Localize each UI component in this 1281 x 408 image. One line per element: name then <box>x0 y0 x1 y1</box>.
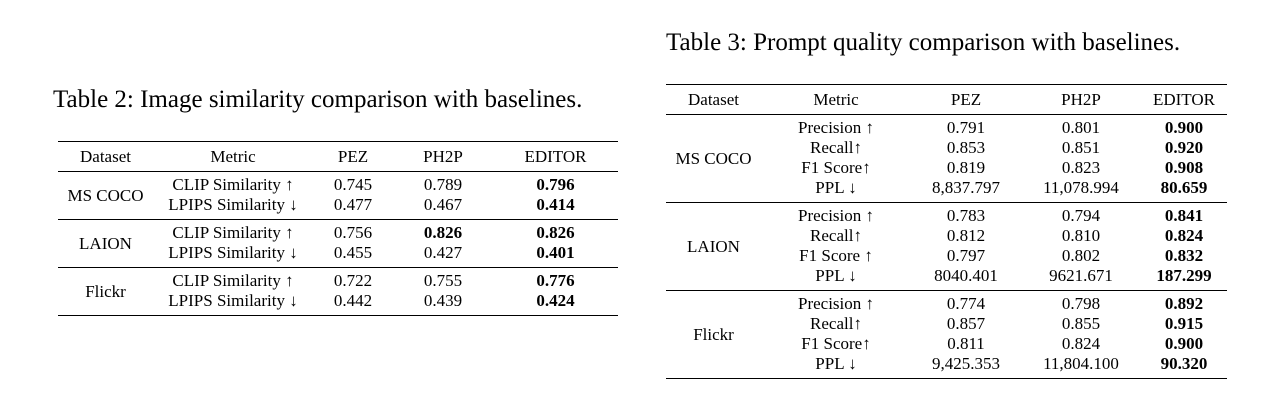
editor-cell: 187.299 <box>1156 266 1212 285</box>
metric-cell: LPIPS Similarity ↓ <box>168 243 298 262</box>
metric-cell: CLIP Similarity ↑ <box>153 220 313 244</box>
ph2p-cell: 0.755 <box>393 268 493 292</box>
editor-cell: 0.826 <box>493 220 618 244</box>
metric-cell: F1 Score↑ <box>801 334 871 353</box>
ph2p-cell: 0.467 <box>423 195 463 214</box>
pez-cell: 0.722 <box>313 268 393 292</box>
header-editor: EDITOR <box>1141 85 1227 115</box>
table2-caption: Table 2: Image similarity comparison with baselines. <box>53 86 583 113</box>
pez-cell: 0.812 <box>946 226 986 245</box>
editor-cell: 0.841 <box>1141 203 1227 227</box>
editor-cell: 0.832 <box>1164 246 1204 265</box>
dataset-cell: MS COCO <box>666 115 761 203</box>
header-metric: Metric <box>153 142 313 172</box>
pez-cell: 0.857 <box>946 314 986 333</box>
table-row <box>58 268 618 292</box>
pez-cell: 9,425.353 <box>932 354 1000 373</box>
editor-cell: 0.920 <box>1164 138 1204 157</box>
dataset-cell: Flickr <box>666 291 761 379</box>
ph2p-cell: 0.802 <box>1061 246 1101 265</box>
editor-cell: 0.892 <box>1141 291 1227 315</box>
ph2p-cell: 0.855 <box>1061 314 1101 333</box>
header-ph2p: PH2P <box>393 142 493 172</box>
pez-cell: 0.455 <box>333 243 373 262</box>
header-dataset: Dataset <box>58 142 153 172</box>
ph2p-cell: 0.798 <box>1021 291 1141 315</box>
metric-cell: Precision ↑ <box>761 291 911 315</box>
dataset-cell: MS COCO <box>58 172 153 220</box>
header-editor: EDITOR <box>493 142 618 172</box>
ph2p-cell: 0.851 <box>1061 138 1101 157</box>
metric-cell: LPIPS Similarity ↓ <box>168 195 298 214</box>
table-row <box>666 291 1227 315</box>
header-pez: PEZ <box>911 85 1021 115</box>
editor-cell: 0.401 <box>536 243 575 262</box>
ph2p-cell: 0.794 <box>1021 203 1141 227</box>
ph2p-cell: 0.801 <box>1021 115 1141 139</box>
pez-cell: 8040.401 <box>934 266 998 285</box>
editor-cell: 0.915 <box>1164 314 1204 333</box>
pez-cell: 0.811 <box>947 334 985 353</box>
metric-cell: CLIP Similarity ↑ <box>153 268 313 292</box>
header-ph2p: PH2P <box>1021 85 1141 115</box>
editor-cell: 0.414 <box>536 195 575 214</box>
editor-cell: 0.796 <box>493 172 618 196</box>
pez-cell: 8,837.797 <box>932 178 1000 197</box>
metric-cell: Precision ↑ <box>761 115 911 139</box>
pez-cell: 0.791 <box>911 115 1021 139</box>
table3-caption: Table 3: Prompt quality comparison with baselines. <box>666 29 1181 56</box>
table3 <box>666 84 1227 379</box>
ph2p-cell: 0.823 <box>1061 158 1101 177</box>
dataset-cell: LAION <box>666 203 761 291</box>
ph2p-cell: 0.824 <box>1061 334 1101 353</box>
dataset-cell: LAION <box>58 220 153 268</box>
header-dataset: Dataset <box>666 85 761 115</box>
editor-cell: 0.424 <box>536 291 575 310</box>
metric-cell: Recall↑ <box>810 138 862 157</box>
dataset-cell: Flickr <box>58 268 153 316</box>
pez-cell: 0.783 <box>911 203 1021 227</box>
metric-cell: Recall↑ <box>810 226 862 245</box>
table-row <box>666 115 1227 139</box>
table-row <box>666 203 1227 227</box>
table-header-row <box>58 142 618 172</box>
ph2p-cell: 11,804.100 <box>1043 354 1119 373</box>
metric-cell: LPIPS Similarity ↓ <box>168 291 298 310</box>
metric-cell: PPL ↓ <box>815 354 857 373</box>
table2 <box>58 141 618 316</box>
ph2p-cell: 0.826 <box>393 220 493 244</box>
metric-cell: Recall↑ <box>810 314 862 333</box>
ph2p-cell: 9621.671 <box>1049 266 1113 285</box>
table-row <box>58 220 618 244</box>
pez-cell: 0.819 <box>946 158 986 177</box>
pez-cell: 0.797 <box>946 246 986 265</box>
metric-cell: Precision ↑ <box>761 203 911 227</box>
pez-cell: 0.745 <box>313 172 393 196</box>
ph2p-cell: 11,078.994 <box>1043 178 1119 197</box>
editor-cell: 0.900 <box>1141 115 1227 139</box>
editor-cell: 80.659 <box>1160 178 1208 197</box>
metric-cell: F1 Score↑ <box>801 158 871 177</box>
ph2p-cell: 0.427 <box>423 243 463 262</box>
metric-cell: F1 Score ↑ <box>799 246 873 265</box>
metric-cell: PPL ↓ <box>815 266 857 285</box>
metric-cell: PPL ↓ <box>815 178 857 197</box>
editor-cell: 0.908 <box>1164 158 1204 177</box>
editor-cell: 0.900 <box>1164 334 1204 353</box>
metric-cell: CLIP Similarity ↑ <box>153 172 313 196</box>
pez-cell: 0.774 <box>911 291 1021 315</box>
table-header-row <box>666 85 1227 115</box>
header-metric: Metric <box>761 85 911 115</box>
pez-cell: 0.442 <box>333 291 373 310</box>
ph2p-cell: 0.810 <box>1061 226 1101 245</box>
editor-cell: 90.320 <box>1160 354 1208 373</box>
ph2p-cell: 0.439 <box>423 291 463 310</box>
ph2p-cell: 0.789 <box>393 172 493 196</box>
pez-cell: 0.756 <box>313 220 393 244</box>
pez-cell: 0.853 <box>946 138 986 157</box>
editor-cell: 0.824 <box>1164 226 1204 245</box>
pez-cell: 0.477 <box>333 195 373 214</box>
header-pez: PEZ <box>313 142 393 172</box>
table-row <box>58 172 618 196</box>
editor-cell: 0.776 <box>493 268 618 292</box>
